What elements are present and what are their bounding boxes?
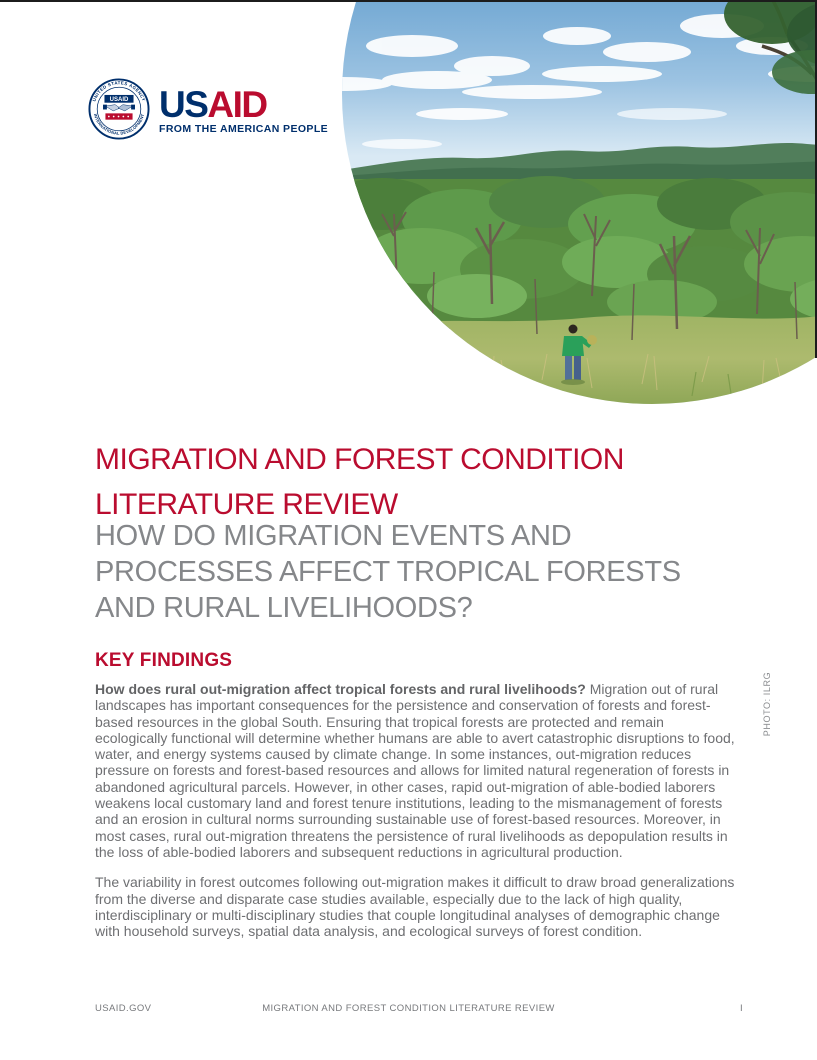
photo-credit: PHOTO: ILRG [762, 671, 772, 737]
subtitle-line-2: PROCESSES AFFECT TROPICAL FORESTS [95, 556, 681, 588]
title-line-1: MIGRATION AND FOREST CONDITION [95, 443, 624, 476]
paragraph-1-lead: How does rural out-migration affect tropical forests and rural livelihoods? [95, 681, 586, 697]
usaid-tagline: FROM THE AMERICAN PEOPLE [159, 123, 329, 135]
forest-landscape-illustration [342, 0, 817, 404]
report-title [95, 437, 750, 527]
usaid-logo [88, 78, 328, 140]
seal-banner-text: USAID [109, 97, 129, 104]
usaid-wordmark-block [159, 84, 329, 135]
paragraph-1 [95, 681, 739, 860]
seal-ring-top-text: UNITED STATES AGENCY [91, 80, 147, 103]
seal-stripes [105, 113, 132, 119]
scan-border-top [0, 0, 817, 2]
page-footer [0, 1003, 817, 1017]
footer-site-label: USAID.GOV [95, 1003, 152, 1014]
subtitle-line-1: HOW DO MIGRATION EVENTS AND [95, 520, 572, 552]
seal-ring-bottom-text: INTERNATIONAL DEVELOPMENT [92, 113, 146, 136]
paragraph-2: The variability in forest outcomes following out-migration makes it difficult to draw broad generalizations from the diverse and disparate case studies available, especially due to the lack of high quality, interdisciplinary or multi-disciplinary studies that couple longitudinal analyses of demographic change with household surveys, spatial data analysis, and ecological surveys of forest condition. [95, 874, 735, 940]
body-text [95, 681, 739, 953]
title-line-2: LITERATURE REVIEW [95, 488, 398, 521]
footer-document-title: MIGRATION AND FOREST CONDITION LITERATURE REVIEW [262, 1003, 555, 1014]
subtitle-line-3: AND RURAL LIVELIHOODS? [95, 592, 473, 624]
footer-page-number: I [739, 1003, 743, 1014]
wordmark-us: US [159, 84, 208, 125]
wordmark-aid: AID [207, 84, 267, 125]
report-subtitle [95, 518, 750, 626]
usaid-wordmark [159, 84, 328, 125]
forest-canopy [342, 176, 817, 329]
section-heading-key-findings: KEY FINDINGS [95, 650, 233, 671]
cover-photo [342, 0, 817, 404]
paragraph-1-rest: Migration out of rural landscapes has important consequences for the persistence and conservation of forests and forest-based resources in the global South. Ensuring that tropical forests are protected and remain ecologically functional will determine whether humans are able to avert catastrophic disruptions to food, water, and energy systems caused by climate change. In some instances, out-migration reduces pressure on forests and forest-based resources and allows for limited natural regeneration of forests in abandoned agricultural parcels. However, in other cases, rapid out-migration of able-bodied laborers weakens local customary land and forest tenure institutions, leading to the mismanagement of forests and an erosion in cultural norms surrounding sustainable use of forest-based resources. Moreover, in most cases, rural out-migration threatens the persistence of rural livelihoods as depopulation results in the loss of able-bodied laborers and subsequent reductions in agricultural production. [95, 681, 735, 860]
usaid-seal-icon [88, 78, 150, 140]
